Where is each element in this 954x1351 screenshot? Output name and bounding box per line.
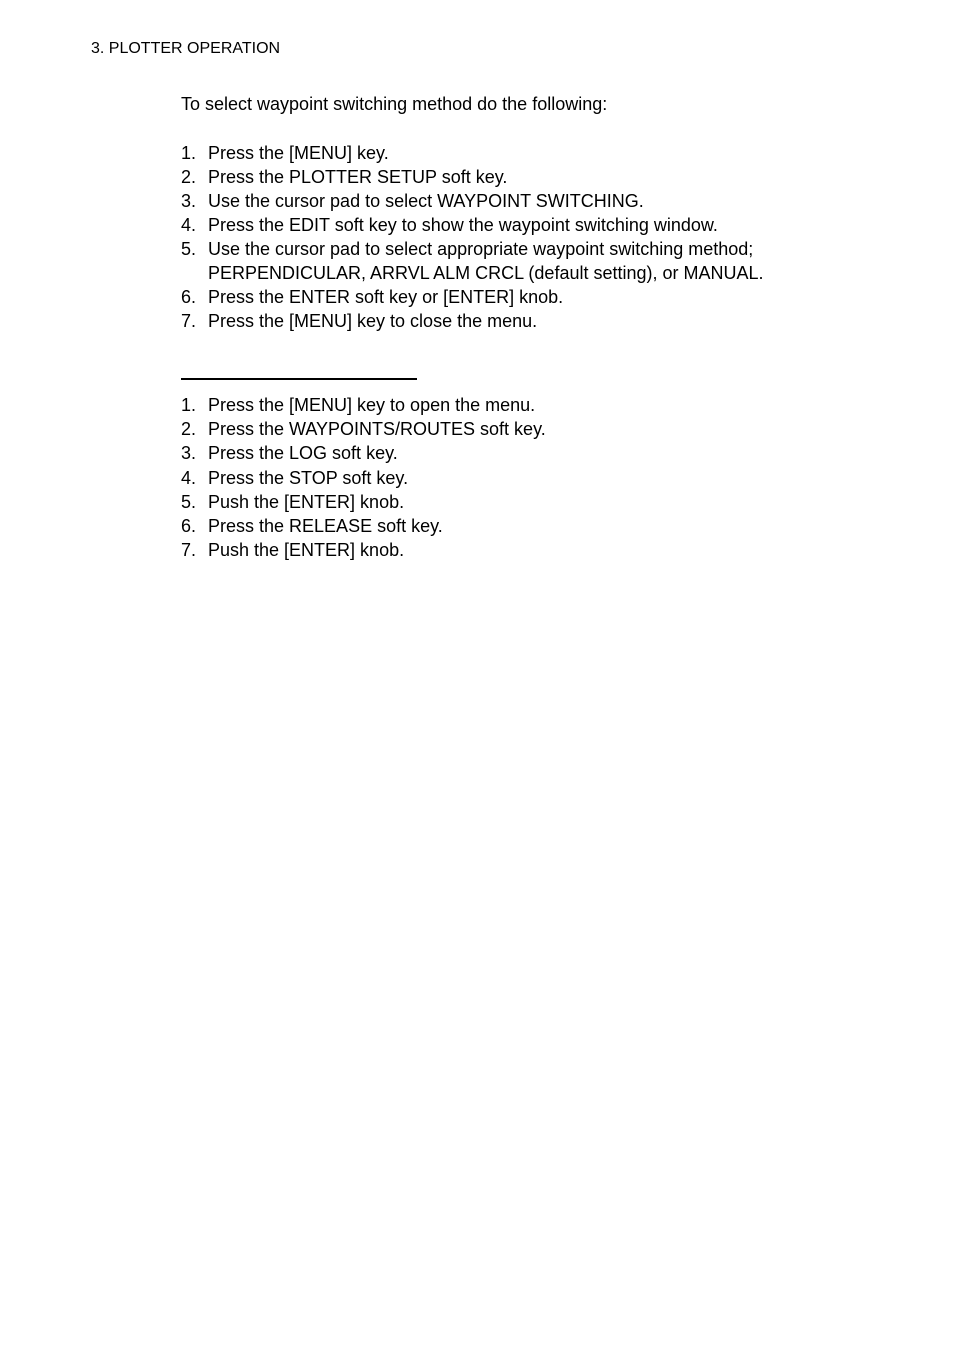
step-number: 5.: [181, 491, 197, 512]
step-number: 3.: [181, 443, 197, 464]
step-number: 1.: [181, 395, 197, 415]
step-number: 2.: [181, 419, 197, 440]
list-item: [181, 285, 881, 309]
step-number: 2.: [181, 167, 197, 187]
step-text: Press the STOP soft key.: [208, 467, 409, 488]
step-text: Press the [MENU] key to close the menu.: [208, 311, 538, 331]
step-number: 7.: [181, 540, 197, 561]
list-item: [181, 393, 881, 417]
step-number: 4.: [181, 467, 197, 488]
intro-text: To select waypoint switching method do the following:: [181, 94, 608, 114]
list-item: [181, 514, 881, 538]
step-text-line: Use the cursor pad to select appropriate waypoint switching method;: [208, 239, 754, 259]
step-number: 6.: [181, 516, 197, 537]
step-text: Press the RELEASE soft key.: [208, 516, 443, 537]
step-number: 4.: [181, 215, 197, 235]
page-content: [181, 93, 881, 562]
step-number: 7.: [181, 311, 197, 331]
step-number: 3.: [181, 191, 197, 211]
step-text: [208, 237, 881, 285]
list-item: [181, 165, 881, 189]
step-text: Press the LOG soft key.: [208, 443, 398, 464]
page-header: 3. PLOTTER OPERATION: [91, 40, 281, 57]
step-text-line: PERPENDICULAR, ARRVL ALM CRCL (default setting), or MANUAL.: [208, 263, 764, 283]
step-text: Press the [MENU] key.: [208, 143, 389, 163]
list-item: [181, 417, 881, 441]
section-divider: [181, 378, 417, 380]
step-text: Press the EDIT soft key to show the waypoint switching window.: [208, 215, 718, 235]
step-text: Press the ENTER soft key or [ENTER] knob.: [208, 287, 564, 307]
waypoint-switching-steps: [181, 141, 881, 333]
step-number: 1.: [181, 143, 197, 163]
step-number: 5.: [181, 239, 197, 259]
list-item: [181, 141, 881, 165]
list-item: [181, 309, 881, 333]
list-item: [181, 466, 881, 490]
list-item: [181, 189, 881, 213]
list-item: [181, 441, 881, 465]
step-text: Use the cursor pad to select WAYPOINT SWITCHING.: [208, 191, 644, 211]
step-text: Push the [ENTER] knob.: [208, 491, 405, 512]
step-text: Push the [ENTER] knob.: [208, 540, 405, 561]
list-item: [181, 237, 881, 285]
list-item: [181, 538, 881, 562]
step-text: Press the WAYPOINTS/ROUTES soft key.: [208, 419, 546, 440]
list-item: [181, 213, 881, 237]
second-procedure-steps: [181, 393, 881, 562]
list-item: [181, 490, 881, 514]
step-number: 6.: [181, 287, 197, 307]
step-text: Press the PLOTTER SETUP soft key.: [208, 167, 508, 187]
step-text: Press the [MENU] key to open the menu.: [208, 395, 536, 415]
